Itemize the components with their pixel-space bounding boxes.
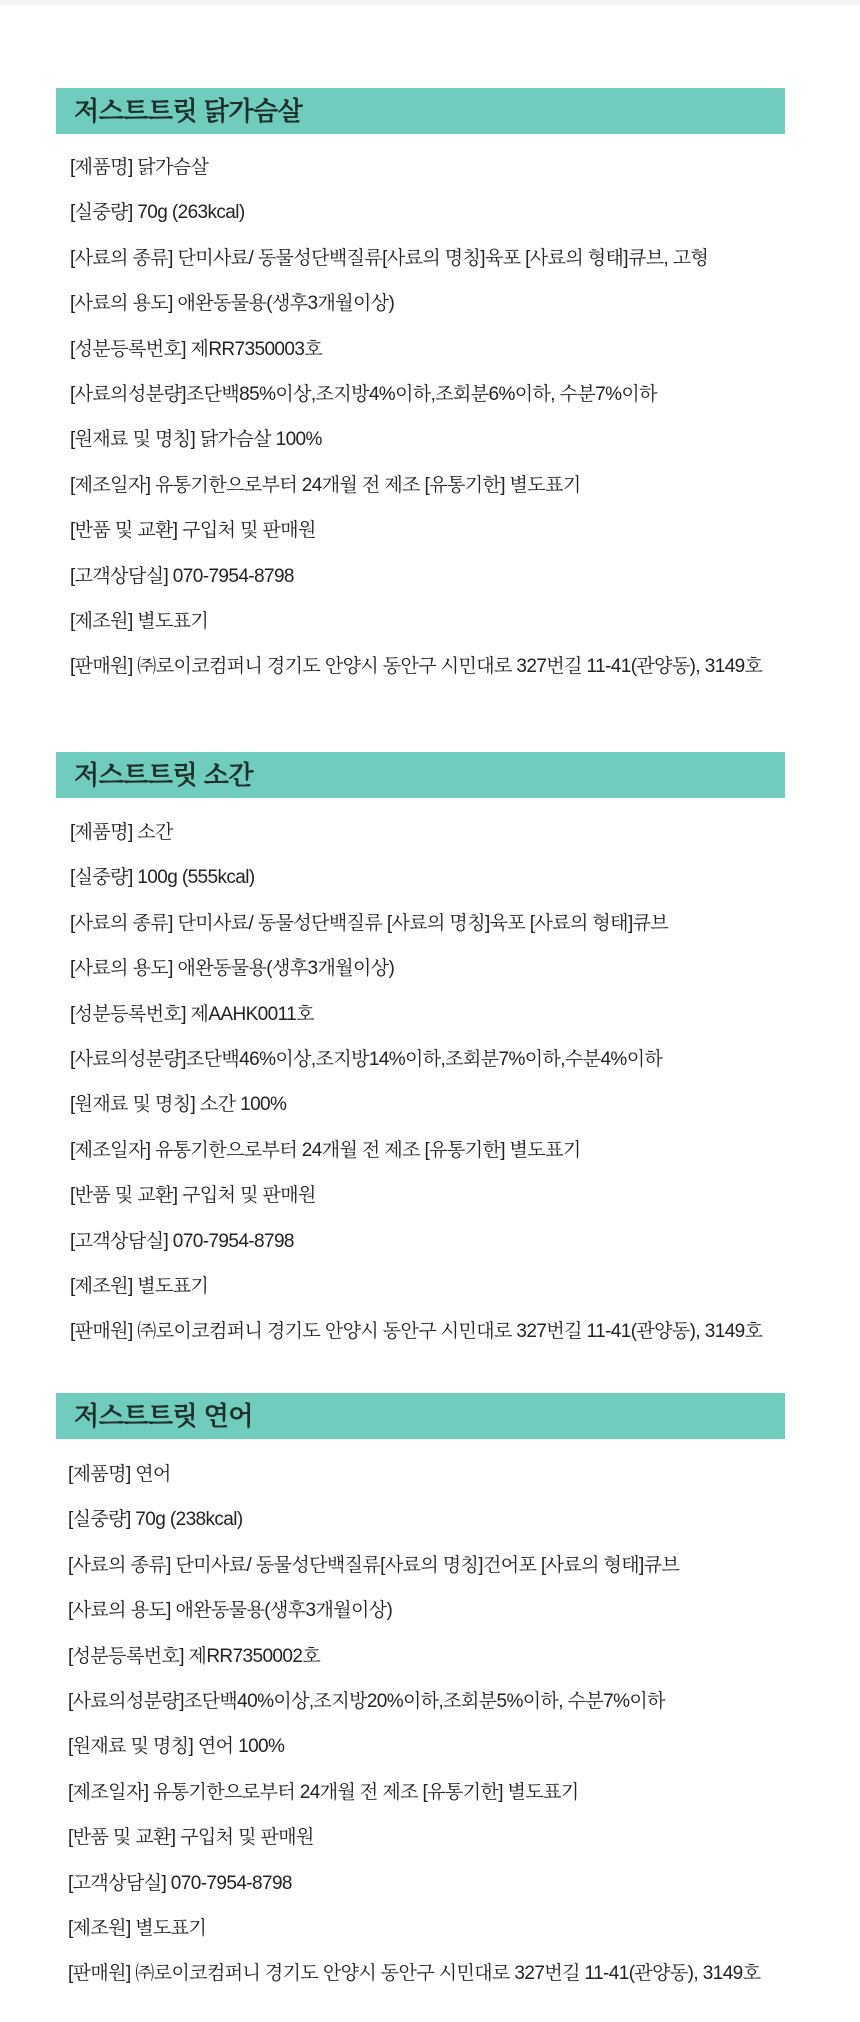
product-info-list-chicken [70,155,762,700]
manufacture-date-line: [제조일자] 유통기한으로부터 24개월 전 제조 [유통기한] 별도표기 [70,1139,581,1161]
feed-purpose-line: [사료의 용도] 애완동물용(생후3개월이상) [70,958,395,980]
seller-line: [판매원] ㈜로이코컴퍼니 경기도 안양시 동안구 시민대로 327번길 11-41(관양동), 3149호 [70,656,763,678]
seller-line: [판매원] ㈜로이코컴퍼니 경기도 안양시 동안구 시민대로 327번길 11-41(관양동), 3149호 [70,1321,763,1343]
returns-line: [반품 및 교환] 구입처 및 판매원 [68,1827,314,1849]
manufacture-date-line: [제조일자] 유통기한으로부터 24개월 전 제조 [유통기한] 별도표기 [70,474,581,496]
nutrition-line: [사료의성분량]조단백40%이상,조지방20%이하,조회분5%이하, 수분7%이하 [68,1690,665,1712]
net-weight-line: [실중량] 70g (263kcal) [70,202,245,224]
feed-purpose-line: [사료의 용도] 애완동물용(생후3개월이상) [70,293,395,315]
product-name-line: [제품명] 닭가슴살 [70,157,209,178]
returns-line: [반품 및 교환] 구입처 및 판매원 [70,520,316,542]
customer-service-line: [고객상담실] 070-7954-8798 [70,565,294,587]
section-title: 저스트트릿 소간 [74,760,254,790]
manufacturer-line: [제조원] 별도표기 [70,610,209,632]
section-header-chicken [56,88,785,134]
feed-type-line: [사료의 종류] 단미사료/ 동물성단백질류[사료의 명칭]육포 [사료의 형태]큐브, 고형 [70,247,709,269]
manufacturer-line: [제조원] 별도표기 [68,1917,207,1939]
registration-number-line: [성분등록번호] 제RR7350003호 [70,338,323,360]
ingredients-line: [원재료 및 명칭] 소간 100% [70,1094,287,1116]
customer-service-line: [고객상담실] 070-7954-8798 [68,1872,292,1894]
product-name-line: [제품명] 연어 [68,1464,171,1485]
product-info-list-beef-liver [70,820,762,1365]
seller-line: [판매원] ㈜로이코컴퍼니 경기도 안양시 동안구 시민대로 327번길 11-41(관양동), 3149호 [68,1963,761,1985]
ingredients-line: [원재료 및 명칭] 닭가슴살 100% [70,429,322,451]
registration-number-line: [성분등록번호] 제RR7350002호 [68,1645,321,1667]
section-title: 저스트트릿 연어 [74,1401,254,1431]
feed-type-line: [사료의 종류] 단미사료/ 동물성단백질류[사료의 명칭]건어포 [사료의 형태]큐브 [68,1554,680,1576]
product-info-list-salmon [68,1462,760,2007]
manufacturer-line: [제조원] 별도표기 [70,1275,209,1297]
returns-line: [반품 및 교환] 구입처 및 판매원 [70,1185,316,1207]
product-name-line: [제품명] 소간 [70,822,173,843]
section-title: 저스트트릿 닭가슴살 [74,96,303,126]
section-header-beef-liver [56,752,785,798]
registration-number-line: [성분등록번호] 제AAHK0011호 [70,1003,314,1025]
feed-type-line: [사료의 종류] 단미사료/ 동물성단백질류 [사료의 명칭]육포 [사료의 형태]큐브 [70,912,669,934]
top-strip [0,0,860,5]
manufacture-date-line: [제조일자] 유통기한으로부터 24개월 전 제조 [유통기한] 별도표기 [68,1781,579,1803]
ingredients-line: [원재료 및 명칭] 연어 100% [68,1736,285,1758]
net-weight-line: [실중량] 100g (555kcal) [70,867,255,889]
customer-service-line: [고객상담실] 070-7954-8798 [70,1230,294,1252]
nutrition-line: [사료의성분량]조단백46%이상,조지방14%이하,조회분7%이하,수분4%이하 [70,1048,663,1070]
section-header-salmon [56,1393,785,1439]
net-weight-line: [실중량] 70g (238kcal) [68,1509,243,1531]
feed-purpose-line: [사료의 용도] 애완동물용(생후3개월이상) [68,1600,393,1622]
nutrition-line: [사료의성분량]조단백85%이상,조지방4%이하,조회분6%이하, 수분7%이하 [70,383,657,405]
